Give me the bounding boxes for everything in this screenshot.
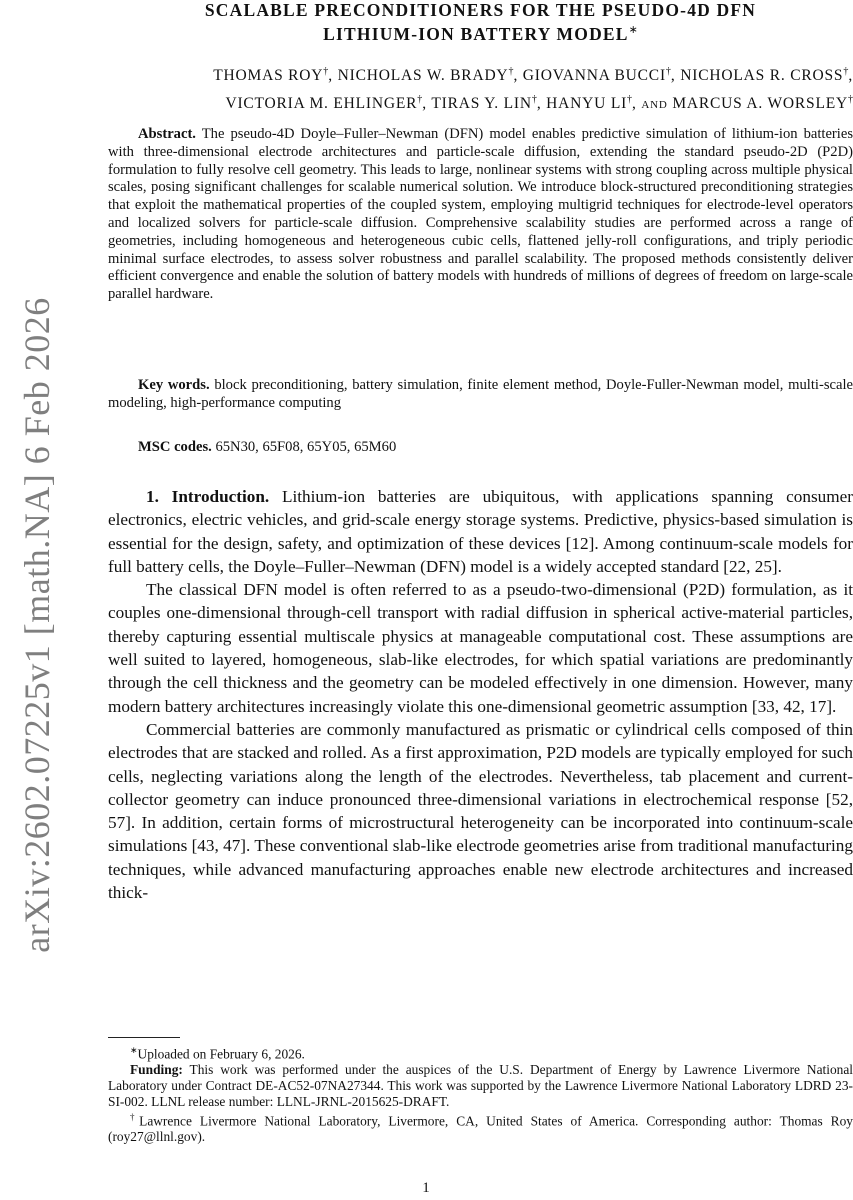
author-separator: , <box>670 67 681 85</box>
body-paragraph: Commercial batteries are commonly manufactured as prismatic or cylindrical cells composed of thin electrodes that are stacked and rolled. As a first approximation, P2D models are typically employed for such cells, neglecting variations along the length of the electrodes. Nevertheless, tab placement and current-collector geometry can induce pronounced three-dimensional variations in electrochemical response [52, 57]. In addition, certain forms of microstructural heterogeneity can be incorporated into continuum-scale simulations [43, 47]. These conventional slab-like electrode geometries arise from traditional manufacturing techniques, while advanced manufacturing approaches enable new electrode architectures and increased thick- <box>108 719 853 903</box>
author-conjunction: and <box>641 95 668 113</box>
body-paragraph <box>108 485 853 578</box>
author-affiliation-mark[interactable]: † <box>323 66 329 77</box>
author-name: THOMAS ROY <box>213 67 324 85</box>
author-name: NICHOLAS W. BRADY <box>337 67 509 85</box>
footnote-rule <box>108 1037 180 1038</box>
author-affiliation-mark[interactable]: † <box>627 94 633 106</box>
author-separator: , <box>422 95 432 113</box>
author-affiliation-mark[interactable]: † <box>665 66 671 77</box>
author-name: MARCUS A. WORSLEY <box>672 95 848 113</box>
author-name: VICTORIA M. EHLINGER <box>225 95 418 113</box>
msc-label: MSC codes. <box>138 439 212 455</box>
footnote-mark: ∗ <box>130 1045 138 1055</box>
author-affiliation-mark[interactable]: † <box>417 94 423 106</box>
paragraph-text: Lithium-ion batteries are ubiquitous, with applications spanning consumer electronics, electric vehicles, and grid-scale energy storage systems. Predictive, physics-based simulation is essential for the design, safety, and optimization of these devices [12]. Among continuum-scale models for full battery cells, the Doyle–Fuller–Newman (DFN) model is a widely accepted standard [22, 25]. <box>108 487 853 576</box>
footnote-funding <box>108 1062 853 1110</box>
author-name: HANYU LI <box>546 95 628 113</box>
affiliation-text: Lawrence Livermore National Laboratory, Livermore, CA, United States of America. Corresponding author: Thomas Roy (roy27@llnl.gov). <box>108 1113 853 1145</box>
abstract <box>108 126 853 304</box>
title-line-2 <box>108 20 853 44</box>
msc-text: 65N30, 65F08, 65Y05, 65M60 <box>215 439 397 455</box>
abstract-text: The pseudo-4D Doyle–Fuller–Newman (DFN) model enables predictive simulation of lithium-ion batteries with three-dimensional electrode architectures and particle-scale diffusion, extending the standard pseudo-2D (P2D) formulation to fully resolve cell geometry. This leads to large, nonlinear systems with strong coupling across multiple physical scales, posing significant challenges for scalable numerical solution. We introduce block-structured preconditioning strategies that exploit the mathematical properties of the coupled system, employing multigrid techniques for electrode-level operators and localized solvers for particle-scale diffusion. Comprehensive scalability studies are performed across a range of geometries, including homogeneous and heterogeneous cubic cells, flattened jelly-roll configurations, and triply periodic minimal surface electrodes, to assess solver robustness and parallel scalability. The proposed methods consistently deliver efficient convergence and enable the solution of battery models with hundreds of millions of degrees of freedom on large-scale parallel hardware. <box>108 126 853 303</box>
author-affiliation-mark[interactable]: † <box>508 66 514 77</box>
author-affiliation-mark[interactable]: † <box>531 94 537 106</box>
author-separator: , <box>848 67 853 85</box>
keywords-label: Key words. <box>138 377 210 393</box>
funding-label: Funding: <box>130 1062 183 1078</box>
author-separator: , <box>328 67 338 85</box>
author-name: NICHOLAS R. CROSS <box>680 67 844 85</box>
funding-text: This work was performed under the auspices of the U.S. Department of Energy by Lawrence Livermore National Laboratory under Contract DE-AC52-07NA27344. This work was supported by the Lawrence Livermore National Laboratory LDRD 23-SI-002. LLNL release number: LLNL-JRNL-2015625-DRAFT. <box>108 1062 853 1110</box>
abstract-label: Abstract. <box>138 126 196 142</box>
msc-codes <box>108 439 853 457</box>
footnote-affiliation <box>108 1110 853 1145</box>
section-heading: 1. Introduction. <box>146 487 270 506</box>
keywords-text: block preconditioning, battery simulation, finite element method, Doyle-Fuller-Newman model, multi-scale modeling, high-performance computing <box>108 377 853 411</box>
arxiv-identifier[interactable]: arXiv:2602.07225v1 [math.NA] 6 Feb 2026 <box>17 297 57 953</box>
author-affiliation-mark[interactable]: † <box>843 66 849 77</box>
footnote-mark: † <box>130 1112 140 1123</box>
footnotes <box>108 1043 853 1145</box>
introduction-section <box>108 485 853 904</box>
author-separator: , <box>536 95 547 113</box>
author-separator: , <box>632 95 642 113</box>
page-number: 1 <box>422 1180 430 1196</box>
footnote-upload-text: Uploaded on February 6, 2026. <box>137 1046 305 1062</box>
keywords <box>108 377 853 413</box>
footnote-upload <box>108 1043 853 1062</box>
title-line-2-text: LITHIUM-ION BATTERY MODEL <box>323 23 629 44</box>
body-paragraph: The classical DFN model is often referred to as a pseudo-two-dimensional (P2D) formulation, as it couples one-dimensional through-cell transport with radial diffusion in spherical active-material particles, thereby capturing essential multiscale physics at manageable computational cost. These assumptions are well suited to layered, homogeneous, slab-like electrodes, for which spatial variations are predominantly through the cell thickness and the geometry can be modeled effectively in one dimension. However, many modern battery architectures increasingly violate this one-dimensional geometric assumption [33, 42, 17]. <box>108 580 853 716</box>
author-line-1 <box>108 60 853 88</box>
author-affiliation-mark[interactable]: † <box>848 94 853 106</box>
title-footnote-mark[interactable]: ∗ <box>628 24 638 36</box>
author-name: TIRAS Y. LIN <box>431 95 532 113</box>
author-name: GIOVANNA BUCCI <box>522 67 666 85</box>
author-separator: , <box>513 67 523 85</box>
author-line-2 <box>108 88 853 116</box>
arxiv-sidebar <box>14 150 60 1100</box>
title-line-1: SCALABLE PRECONDITIONERS FOR THE PSEUDO-4D DFN <box>204 0 757 20</box>
author-list <box>108 60 853 116</box>
paper-title <box>108 0 853 44</box>
